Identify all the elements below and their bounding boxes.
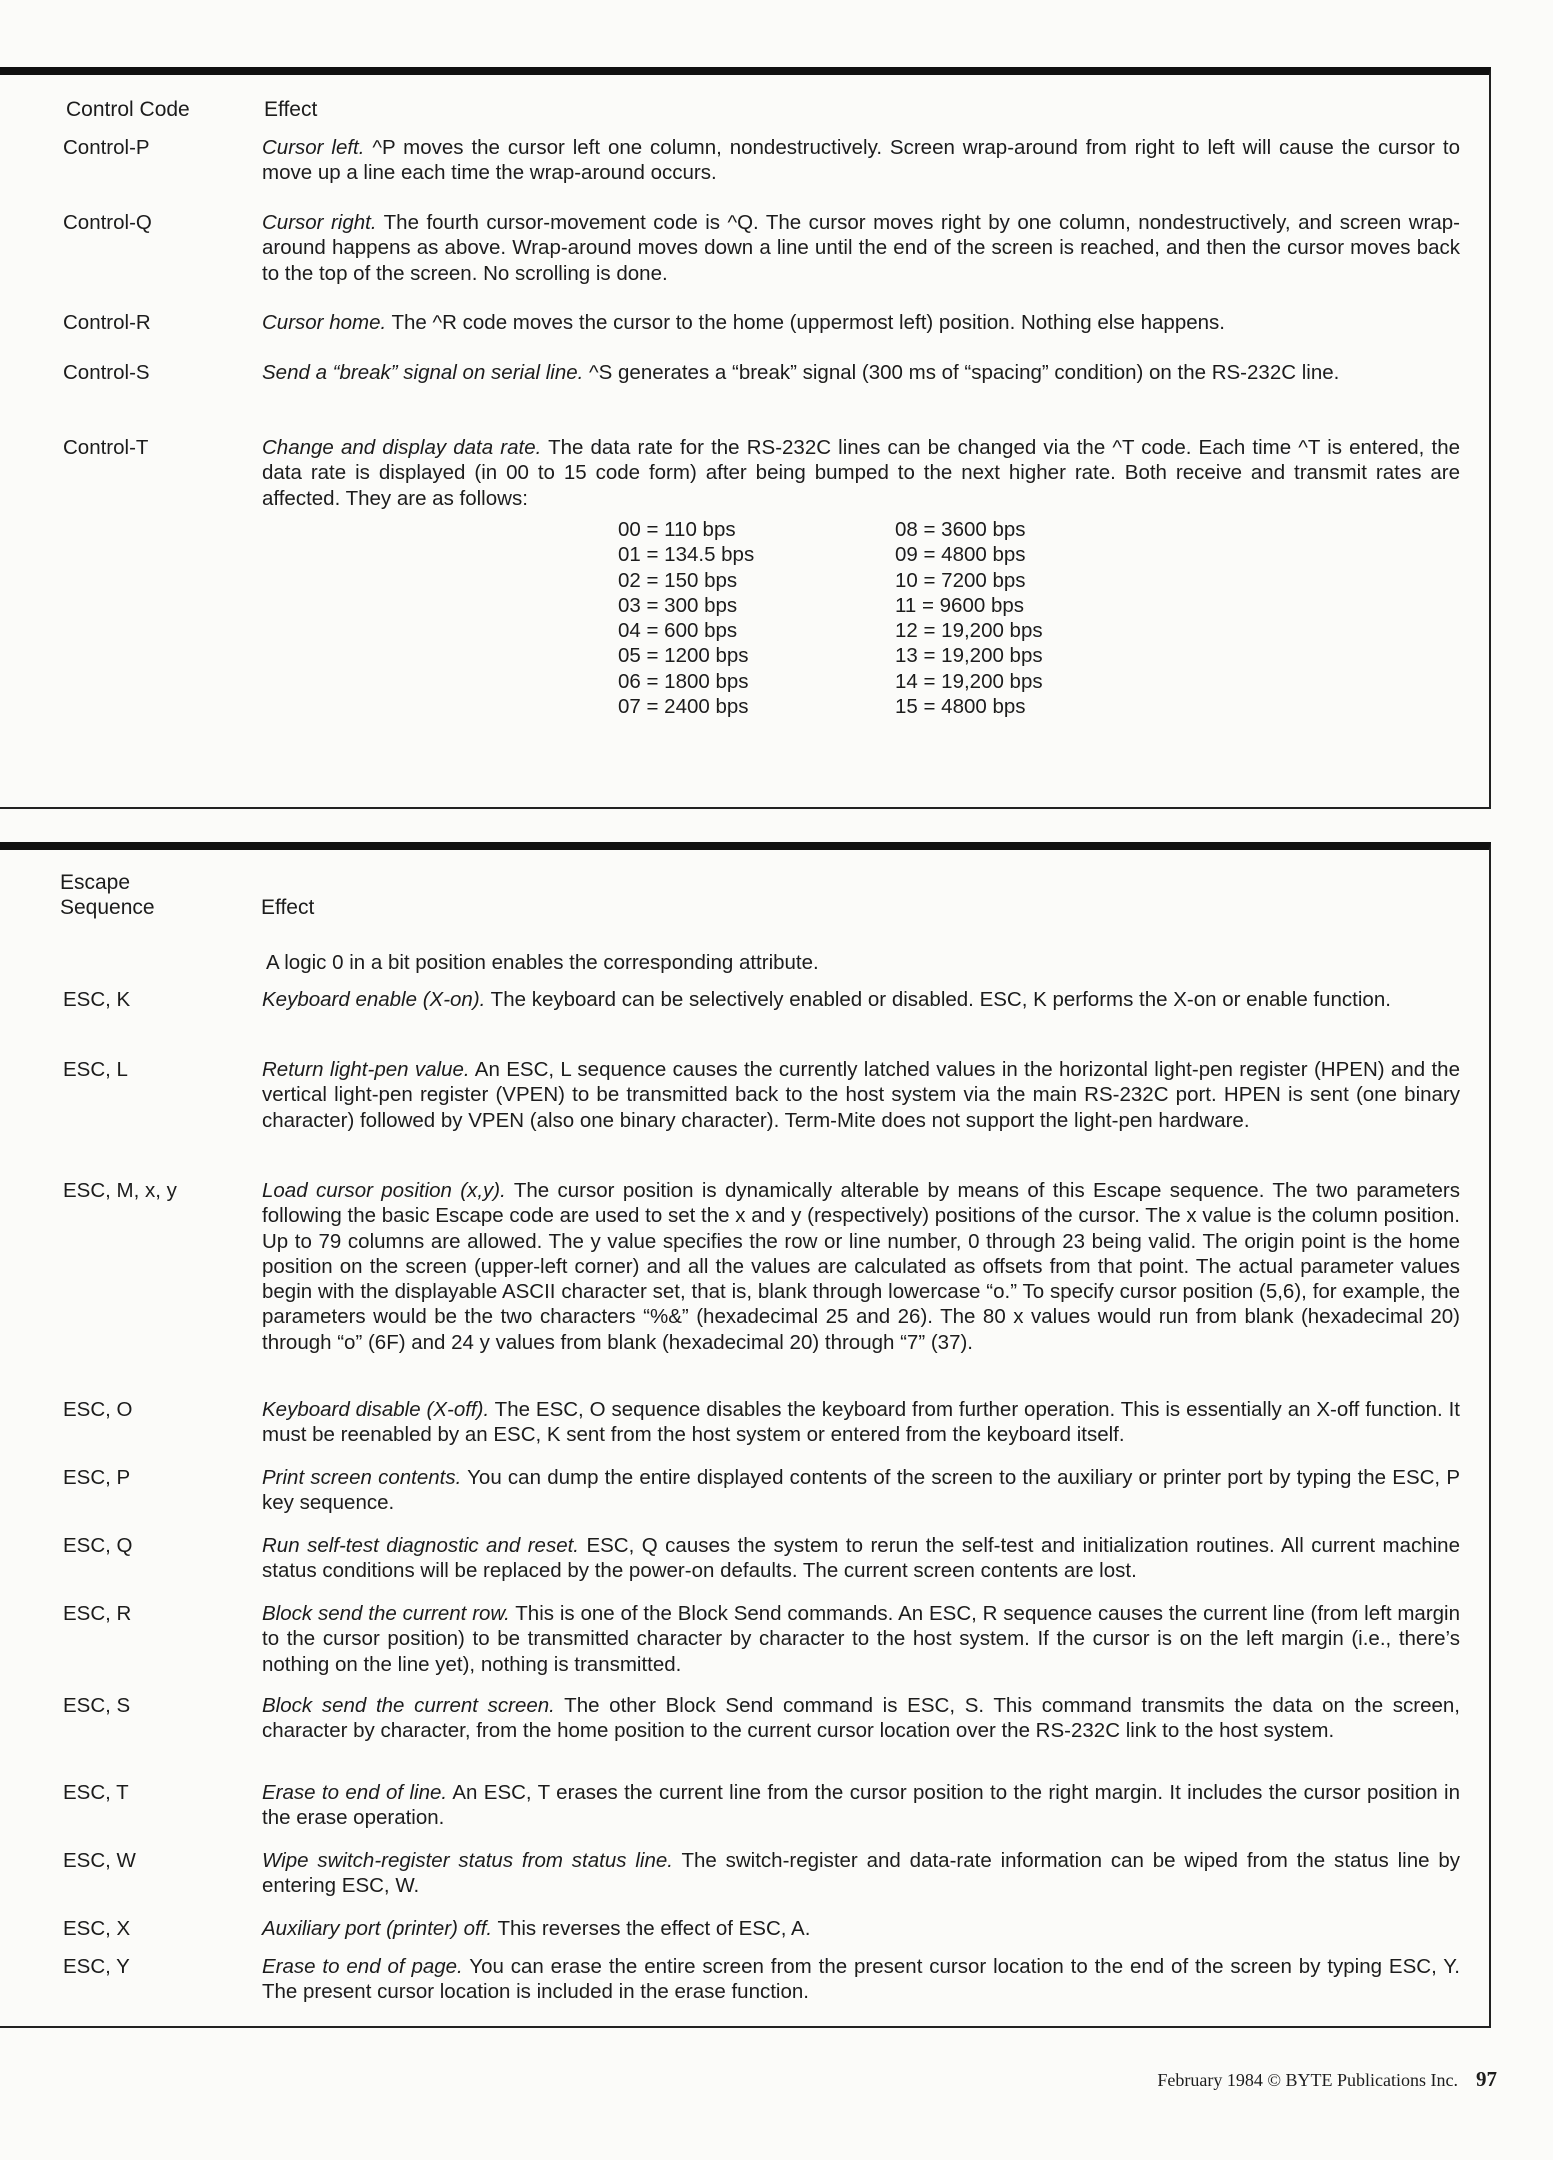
- row-text: The cursor position is dynamically alterable by means of this Escape sequence. The two parameters following the basic Escape code are used to set the x and y (respectively) positions of the cursor. The x value is the column position. Up to 79 columns are allowed. The y value specifies the row or line number, 0 through 23 being valid. The origin point is the home position on the screen (upper-left corner) and all the values are calculated as offsets from that point. The actual parameter values begin with the displayable ASCII character set, that is, blank through lowercase “o.” To specify cursor position (5,6), for example, the parameters would be the two characters “%&” (hexadecimal 25 and 26). The 80 x values would run from blank (hexadecimal 20) through “o” (6F) and 24 y values from blank (hexadecimal 20) through “7” (37).: [262, 1179, 1460, 1354]
- row-description: [262, 1057, 1460, 1133]
- data-rate-entry: 06 = 1800 bps: [618, 669, 749, 693]
- row-code: ESC, O: [63, 1398, 133, 1421]
- row-description: [262, 135, 1460, 186]
- row-lead: Send a “break” signal on serial line.: [262, 361, 584, 384]
- row-code: ESC, M, x, y: [63, 1179, 177, 1202]
- row-lead: Print screen contents.: [262, 1466, 462, 1489]
- data-rate-entry: 14 = 19,200 bps: [895, 669, 1043, 693]
- data-rate-entry: 13 = 19,200 bps: [895, 644, 1043, 668]
- row-lead: Cursor left.: [262, 136, 365, 159]
- row-code: Control-Q: [63, 211, 152, 234]
- row-description: [262, 1178, 1460, 1355]
- row-code: Control-T: [63, 436, 149, 459]
- escape-sequence-table: [0, 842, 1491, 2028]
- row-lead: Change and display data rate.: [262, 436, 542, 459]
- row-code: ESC, K: [63, 988, 131, 1011]
- data-rate-list-right: [895, 517, 1043, 719]
- row-lead: Block send the current screen.: [262, 1694, 555, 1717]
- data-rate-entry: 04 = 600 bps: [618, 619, 738, 643]
- row-text: ^S generates a “break” signal (300 ms of “spacing” condition) on the RS-232C line.: [583, 361, 1340, 384]
- row-text: You can erase the entire screen from the present cursor location to the end of the screen by typing ESC, Y. The present cursor location is included in the erase function.: [262, 1955, 1460, 2004]
- header-effect: Effect: [264, 98, 318, 121]
- row-lead: Block send the current row.: [262, 1602, 510, 1625]
- row-description: [262, 1916, 1460, 1941]
- row-text: You can dump the entire displayed contents of the screen to the auxiliary or printer port by typing the ESC, P key sequence.: [262, 1466, 1461, 1515]
- page-footer: [1157, 2067, 1497, 2092]
- header-sequence-line: Sequence: [60, 896, 155, 919]
- row-text: The other Block Send command is ESC, S. This command transmits the data on the screen, character by character, from the home position to the current cursor location over the RS-232C link to the host system.: [262, 1694, 1461, 1743]
- row-code: Control-R: [63, 311, 151, 334]
- row-text: The keyboard can be selectively enabled or disabled. ESC, K performs the X-on or enable function.: [485, 988, 1391, 1011]
- row-text: This is one of the Block Send commands. An ESC, R sequence causes the current line (from left margin to the cursor position) to be transmitted character by character to the host system. If the cursor is on the left margin (i.e., there’s nothing on the line yet), nothing is transmitted.: [262, 1602, 1461, 1676]
- row-code: ESC, X: [63, 1917, 131, 1940]
- data-rate-entry: 12 = 19,200 bps: [895, 619, 1043, 643]
- header-escape-sequence: [60, 870, 155, 920]
- row-lead: Load cursor position (x,y).: [262, 1179, 506, 1202]
- row-description: [262, 1397, 1460, 1448]
- row-lead: Return light-pen value.: [262, 1058, 470, 1081]
- row-text: ESC, Q causes the system to rerun the self-test and initialization routines. All current machine status conditions will be replaced by the power-on defaults. The current screen contents are lost.: [262, 1534, 1460, 1583]
- row-description: [262, 1848, 1460, 1899]
- row-text: The data rate for the RS-232C lines can be changed via the ^T code. Each time ^T is entered, the data rate is displayed (in 00 to 15 code form) after being bumped to the next higher rate. Both receive and transmit rates are affected. They are as follows:: [262, 436, 1460, 510]
- data-rate-entry: 07 = 2400 bps: [618, 695, 749, 719]
- row-description: [262, 360, 1460, 385]
- row-lead: Keyboard disable (X-off).: [262, 1398, 490, 1421]
- data-rate-entry: 15 = 4800 bps: [895, 695, 1026, 719]
- row-lead: Run self-test diagnostic and reset.: [262, 1534, 579, 1557]
- row-description: [262, 1533, 1460, 1584]
- row-description: [262, 1601, 1460, 1677]
- row-text: This reverses the effect of ESC, A.: [492, 1917, 811, 1940]
- row-code: Control-P: [63, 136, 150, 159]
- row-code: ESC, Q: [63, 1534, 133, 1557]
- row-description: [262, 1954, 1460, 2005]
- data-rate-entry: 01 = 134.5 bps: [618, 543, 755, 567]
- row-description: [262, 310, 1460, 335]
- row-code: ESC, L: [63, 1058, 128, 1081]
- data-rate-entry: 00 = 110 bps: [618, 518, 736, 541]
- row-lead: Cursor right.: [262, 211, 377, 234]
- row-lead: Cursor home.: [262, 311, 387, 334]
- header-escape-line: Escape: [60, 871, 131, 894]
- footer-credit: February 1984 © BYTE Publications Inc.: [1157, 2070, 1458, 2090]
- row-description: [262, 1780, 1460, 1831]
- row-description: [262, 1465, 1460, 1516]
- row-description: [262, 1693, 1460, 1744]
- data-rate-entry: 02 = 150 bps: [618, 568, 738, 592]
- row-lead: Erase to end of page.: [262, 1955, 463, 1978]
- row-text: The switch-register and data-rate information can be wiped from the status line by entering ESC, W.: [262, 1849, 1461, 1898]
- row-code: ESC, Y: [63, 1955, 130, 1978]
- data-rate-entry: 09 = 4800 bps: [895, 543, 1026, 567]
- row-lead: Auxiliary port (printer) off.: [262, 1917, 493, 1940]
- row-text: The ESC, O sequence disables the keyboard from further operation. This is essentially an X-off function. It must be reenabled by an ESC, K sent from the host system or entered from the keyboard itself.: [262, 1398, 1460, 1447]
- data-rate-entry: 11 = 9600 bps: [895, 593, 1024, 617]
- row-code: ESC, P: [63, 1466, 131, 1489]
- data-rate-entry: 03 = 300 bps: [618, 593, 738, 617]
- data-rate-list-left: [618, 517, 754, 719]
- row-code: ESC, T: [63, 1781, 129, 1804]
- row-text: The ^R code moves the cursor to the home (uppermost left) position. Nothing else happens.: [386, 311, 1225, 334]
- header-effect: Effect: [261, 896, 315, 919]
- row-text: ^P moves the cursor left one column, nondestructively. Screen wrap-around from right to left will cause the cursor to move up a line each time the wrap-around occurs.: [262, 136, 1460, 185]
- row-code: ESC, W: [63, 1849, 136, 1872]
- data-rate-entry: 08 = 3600 bps: [895, 518, 1026, 541]
- row-text: An ESC, T erases the current line from the cursor position to the right margin. It includes the cursor position in the erase operation.: [262, 1781, 1460, 1830]
- data-rate-entry: 10 = 7200 bps: [895, 568, 1026, 592]
- row-lead: Wipe switch-register status from status line.: [262, 1849, 673, 1872]
- row-description: [262, 210, 1460, 286]
- row-text: An ESC, L sequence causes the currently latched values in the horizontal light-pen register (HPEN) and the vertical light-pen register (VPEN) to be transmitted back to the host system via the main RS-232C port. HPEN is sent (one binary character) followed by VPEN (also one binary character). Term-Mite does not support the light-pen hardware.: [262, 1058, 1460, 1132]
- row-code: Control-S: [63, 361, 150, 384]
- row-lead: Erase to end of line.: [262, 1781, 448, 1804]
- control-code-table: [0, 67, 1491, 809]
- page-number: 97: [1476, 2067, 1497, 2091]
- row-code: ESC, S: [63, 1694, 131, 1717]
- row-code: ESC, R: [63, 1602, 132, 1625]
- row-description: [262, 435, 1460, 511]
- intro-text: A logic 0 in a bit position enables the corresponding attribute.: [266, 951, 819, 974]
- data-rate-entry: 05 = 1200 bps: [618, 644, 749, 668]
- row-description: [262, 987, 1460, 1012]
- row-text: The fourth cursor-movement code is ^Q. The cursor moves right by one column, nondestructively, and screen wrap-around happens as above. Wrap-around moves down a line until the end of the screen is reached, and then the cursor moves back to the top of the screen. No scrolling is done.: [262, 211, 1461, 285]
- row-lead: Keyboard enable (X-on).: [262, 988, 486, 1011]
- header-control-code: Control Code: [66, 98, 190, 121]
